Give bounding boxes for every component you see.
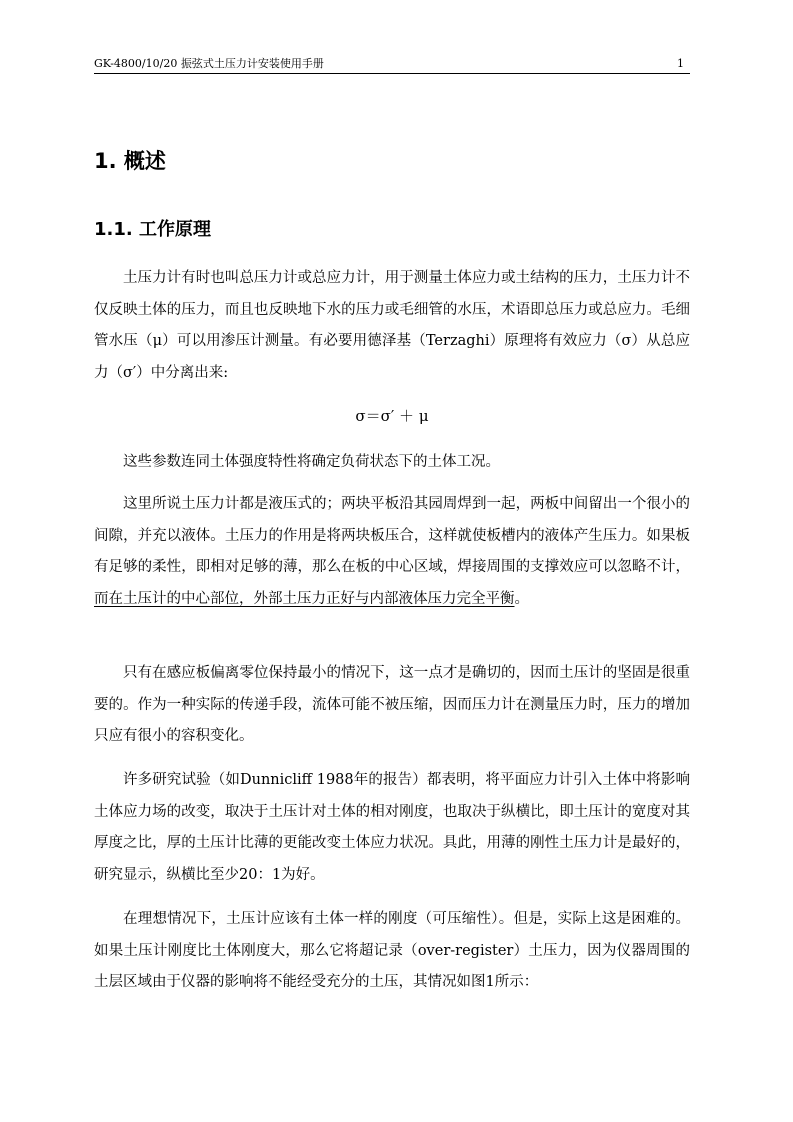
paragraph-aspect-ratio: 许多研究试验（如Dunnicliff 1988年的报告）都表明，将平面应力计引入土体中将影响土体应力场的改变，取决于土压计对土体的相对刚度，也取决于纵横比，即土压计的宽度对其厚度之比，厚的土压计比薄的更能改变土体应力状况。具此，用薄的刚性土压力计是最好的，研究显示，纵横比至少20：1为好。 xyxy=(94,772,690,883)
paragraph-over-register: 在理想情况下，土压计应该有土体一样的刚度（可压缩性）。但是，实际上这是困难的。如果土压计刚度比土体刚度大，那么它将超记录（over-register）土压力，因为仪器周围的土层区域由于仪器的影响将不能经受充分的土压，其情况如图1所示： xyxy=(94,911,690,990)
page-header xyxy=(94,55,690,74)
stress-formula: σ＝σ′ ＋ μ xyxy=(355,407,429,425)
paragraph-parameters: 这些参数连同土体强度特性将确定负荷状态下的土体工况。 xyxy=(123,454,500,470)
section-heading: 1. 概述 xyxy=(94,149,166,173)
paragraph-terzaghi: 土压力计有时也叫总压力计或总应力计，用于测量土体应力或土结构的压力，土压力计不仅反映土体的压力，而且也反映地下水的压力或毛细管的水压，术语即总压力或总应力。毛细管水压（μ）可以用渗压计测量。有必要用德泽基（Terzaghi）原理将有效应力（σ）从总应力（σ′）中分离出来: xyxy=(94,270,690,381)
header-title: GK-4800/10/20 振弦式土压力计安装使用手册 xyxy=(94,57,324,70)
underlined-balance-text: 而在土压计的中心部位，外部土压力正好与内部液体压力完全平衡 xyxy=(94,590,515,607)
subsection-heading: 1.1. 工作原理 xyxy=(94,219,211,240)
hydraulic-cell-end: 。 xyxy=(514,590,529,607)
paragraph-rigidity: 只有在感应板偏离零位保持最小的情况下，这一点才是确切的，因而土压计的坚固是很重要的。作为一种实际的传递手段，流体可能不被压缩，因而压力计在测量压力时，压力的增加只应有很小的容积变化。 xyxy=(94,665,690,744)
hydraulic-cell-text: 这里所说土压力计都是液压式的；两块平板沿其园周焊到一起，两板中间留出一个很小的间隙，并充以液体。土压力的作用是将两块板压合，这样就使板槽内的液体产生压力。如果板有足够的柔性，即相对足够的薄，那么在板的中心区域，焊接周围的支撑效应可以忽略不计， xyxy=(94,496,690,575)
paragraph-hydraulic-cell xyxy=(94,489,690,615)
header-page-number: 1 xyxy=(677,57,684,70)
